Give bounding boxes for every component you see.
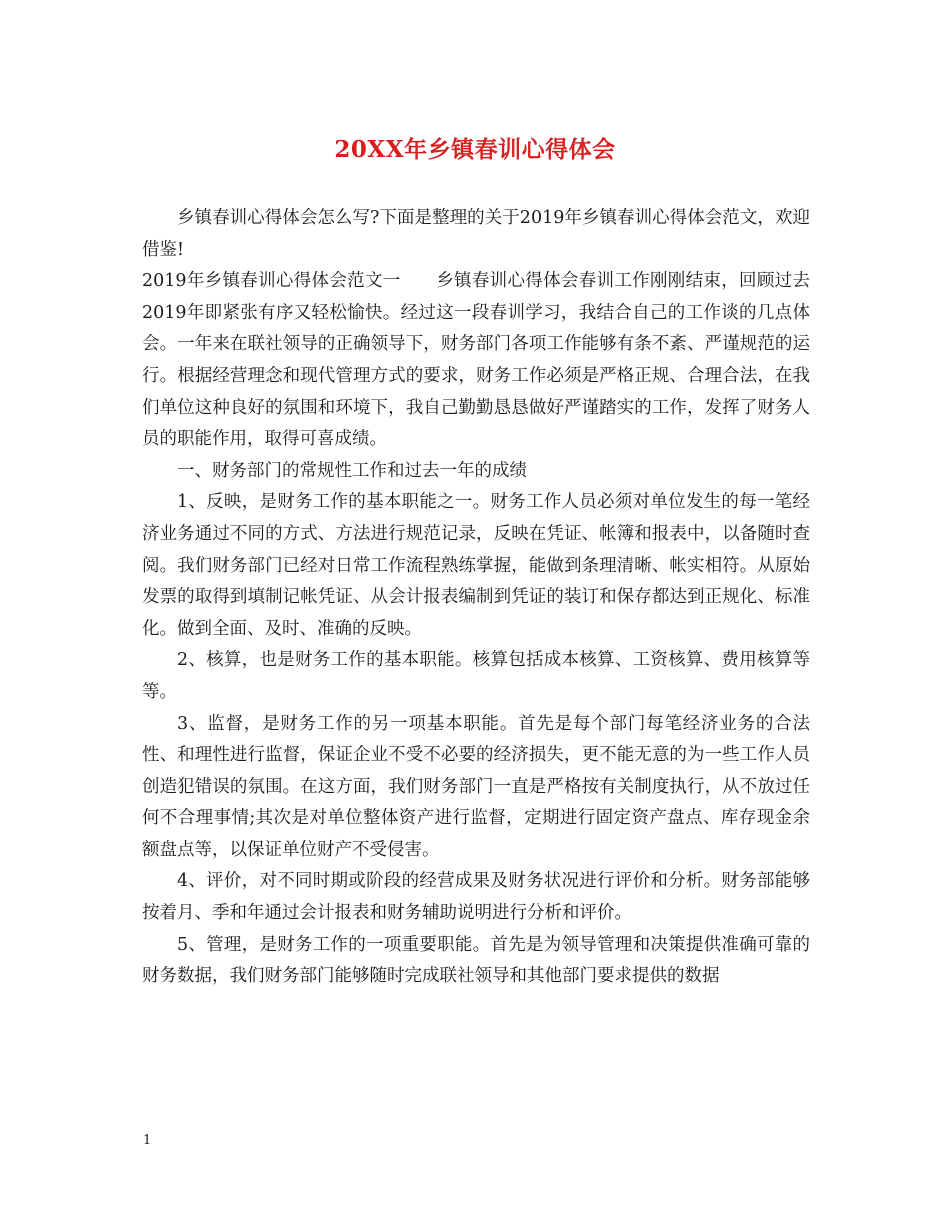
paragraph-sample-one: 2019年乡镇春训心得体会范文一 乡镇春训心得体会春训工作刚刚结束，回顾过去2019年即紧张有序又轻松愉快。经过这一段春训学习，我结合自己的工作谈的几点体会。一年来在联社领导的正确领导下，财务部门各项工作能够有条不紊、严谨规范的运行。根据经营理念和现代管理方式的要求，财务工作必须是严格正规、合理合法，在我们单位这种良好的氛围和环境下，我自己勤勤恳恳做好严谨踏实的工作，发挥了财务人员的职能作用，取得可喜成绩。: [142, 271, 810, 450]
paragraph-item-3: 3、监督，是财务工作的另一项基本职能。首先是每个部门每笔经济业务的合法性、和理性进行监督，保证企业不受不必要的经济损失，更不能无意的为一些工作人员创造犯错误的氛围。在这方面，我们财务部门一直是严格按有关制度执行，从不放过任何不合理事情;其次是对单位整体资产进行监督，定期进行固定资产盘点、库存现金余额盘点等，以保证单位财产不受侵害。: [142, 713, 810, 860]
paragraph-intro: 乡镇春训心得体会怎么写?下面是整理的关于2019年乡镇春训心得体会范文，欢迎借鉴!: [142, 208, 810, 260]
paragraph-item-2: 2、核算，也是财务工作的基本职能。核算包括成本核算、工资核算、费用核算等等。: [142, 650, 810, 702]
paragraph-item-5: 5、管理，是财务工作的一项重要职能。首先是为领导管理和决策提供准确可靠的财务数据，我们财务部门能够随时完成联社领导和其他部门要求提供的数据: [142, 934, 810, 987]
paragraph-item-4: 4、评价，对不同时期或阶段的经营成果及财务状况进行评价和分析。财务部能够按着月、季和年通过会计报表和财务辅助说明进行分析和评价。: [142, 871, 810, 924]
document-body: [142, 203, 810, 993]
document-title: 20XX年乡镇春训心得体会: [334, 136, 616, 163]
paragraph-item-1: 1、反映，是财务工作的基本职能之一。财务工作人员必须对单位发生的每一笔经济业务通过不同的方式、方法进行规范记录，反映在凭证、帐簿和报表中，以备随时查阅。我们财务部门已经对日常工作流程熟练掌握，能做到条理清晰、帐实相符。从原始发票的取得到填制记帐凭证、从会计报表编制到凭证的装订和保存都达到正规化、标准化。做到全面、及时、准确的反映。: [142, 492, 810, 639]
page-number: 1: [143, 1133, 152, 1148]
section-heading: 一、财务部门的常规性工作和过去一年的成绩: [177, 460, 527, 481]
